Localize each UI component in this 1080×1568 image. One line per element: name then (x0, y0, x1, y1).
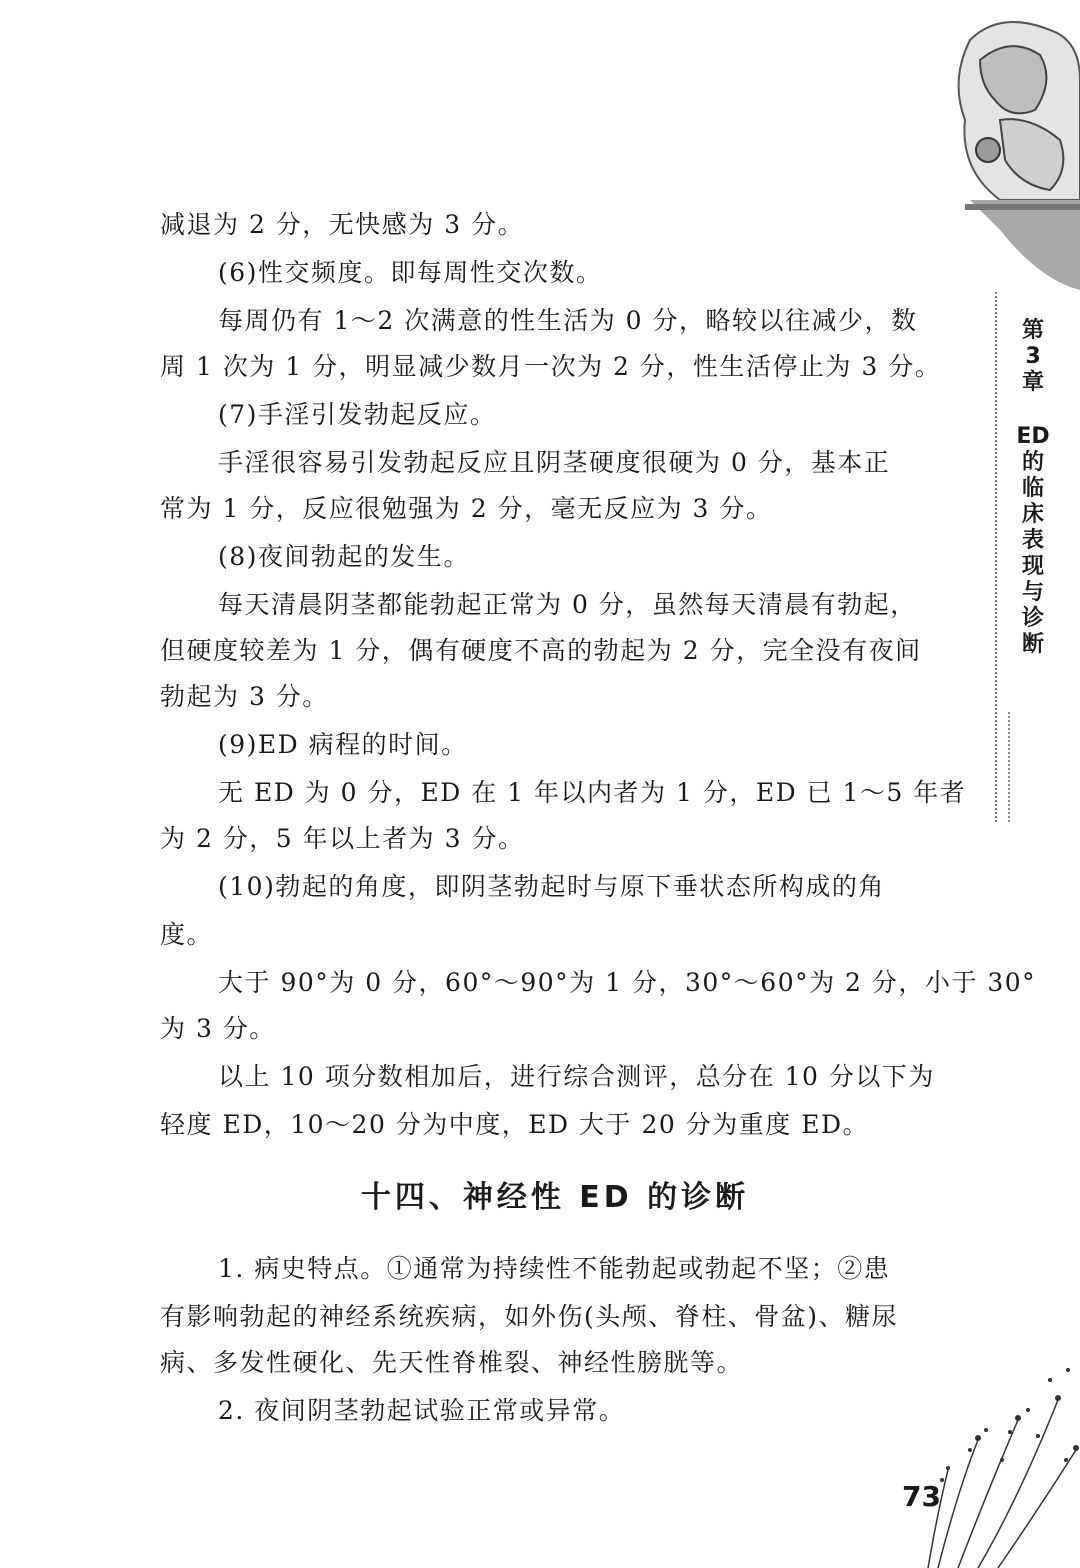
chapter-title-char: 临 (1021, 476, 1044, 501)
paragraph-line: 无 ED 为 0 分，ED 在 1 年以内者为 1 分，ED 已 1～5 年者 (218, 778, 967, 807)
paragraph-line: 但硬度较差为 1 分，偶有硬度不高的勃起为 2 分，完全没有夜间 (160, 636, 922, 665)
chapter-title-char: 诊 (1021, 606, 1044, 631)
paragraph-line: 每天清晨阴茎都能勃起正常为 0 分，虽然每天清晨有勃起， (218, 590, 917, 619)
chapter-title-char: 床 (1021, 502, 1044, 527)
chapter-title-char: 表 (1021, 528, 1044, 553)
paragraph-line: (9)ED 病程的时间。 (218, 730, 468, 759)
paragraph-line: 1. 病史特点。①通常为持续性不能勃起或勃起不坚；②患 (218, 1254, 891, 1283)
paragraph-line: 病、多发性硬化、先天性脊椎裂、神经性膀胱等。 (160, 1348, 744, 1377)
paragraph-line: 减退为 2 分，无快感为 3 分。 (160, 210, 525, 239)
paragraph-line: 度。 (160, 920, 214, 949)
chapter-title-char: ED (1016, 424, 1050, 449)
paragraph-line: 每周仍有 1～2 次满意的性生活为 0 分，略较以往减少，数 (218, 306, 918, 335)
paragraph-line: 2. 夜间阴茎勃起试验正常或异常。 (218, 1396, 626, 1425)
paragraph-line: 常为 1 分，反应很勉强为 2 分，毫无反应为 3 分。 (160, 494, 773, 523)
floral-decoration (918, 1340, 1080, 1568)
paragraph-line: (6)性交频度。即每周性交次数。 (218, 258, 603, 287)
corner-illustration (940, 0, 1080, 300)
chapter-title-char: 与 (1021, 580, 1044, 605)
paragraph-line: (10)勃起的角度，即阴茎勃起时与原下垂状态所构成的角 (218, 872, 885, 901)
section-heading: 十四、神经性 ED 的诊断 (360, 1180, 750, 1215)
paragraph-line: 大于 90°为 0 分，60°～90°为 1 分，30°～60°为 2 分，小于 30° (218, 968, 1037, 997)
paragraph-line: 为 2 分，5 年以上者为 3 分。 (160, 824, 525, 853)
paragraph-line: 以上 10 项分数相加后，进行综合测评，总分在 10 分以下为 (218, 1062, 935, 1091)
paragraph-line: 手淫很容易引发勃起反应且阴茎硬度很硬为 0 分，基本正 (218, 448, 891, 477)
chapter-title-char: 的 (1021, 450, 1044, 475)
chapter-title-char: 断 (1021, 632, 1044, 657)
margin-rule (995, 292, 997, 822)
page-number: 73 (902, 1480, 941, 1513)
chapter-tab (1013, 318, 1053, 658)
chapter-number-char: 第 (1021, 318, 1044, 343)
margin-rule-secondary (1008, 712, 1010, 822)
paragraph-line: 勃起为 3 分。 (160, 682, 329, 711)
chapter-number-char: 3 (1025, 344, 1041, 369)
paragraph-line: 为 3 分。 (160, 1014, 276, 1043)
paragraph-line: 轻度 ED，10～20 分为中度，ED 大于 20 分为重度 ED。 (160, 1110, 869, 1139)
paragraph-line: 周 1 次为 1 分，明显减少数月一次为 2 分，性生活停止为 3 分。 (160, 352, 942, 381)
paragraph-line: (7)手淫引发勃起反应。 (218, 400, 497, 429)
paragraph-line: (8)夜间勃起的发生。 (218, 542, 470, 571)
paragraph-line: 有影响勃起的神经系统疾病，如外伤(头颅、脊柱、骨盆)、糖尿 (160, 1302, 899, 1331)
chapter-number-char: 章 (1021, 370, 1044, 395)
chapter-title-char: 现 (1021, 554, 1044, 579)
